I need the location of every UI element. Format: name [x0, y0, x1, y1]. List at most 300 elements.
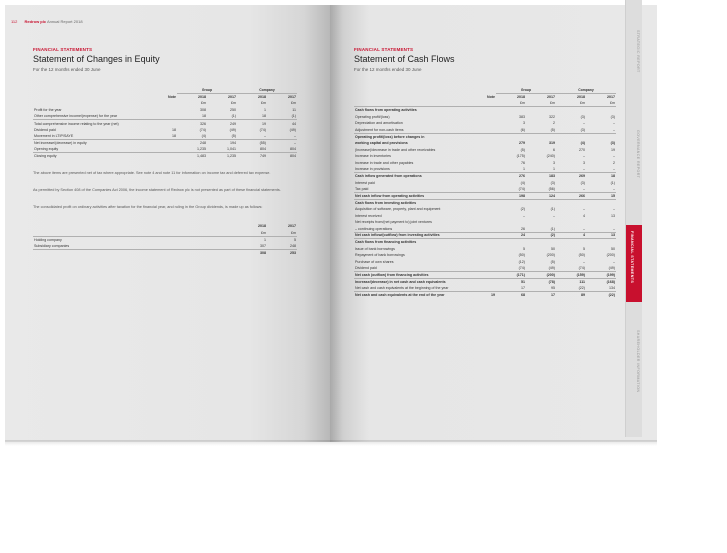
row-note	[477, 186, 496, 193]
note-column-header: Note	[168, 94, 176, 99]
row-value: (12)	[518, 259, 525, 264]
row-value: 51	[496, 278, 526, 285]
row-note	[158, 146, 177, 153]
row-value: (1)	[550, 226, 555, 231]
row-value: (74)	[518, 186, 525, 191]
row-label: Operating profit/(loss)	[355, 114, 390, 119]
row-note	[477, 212, 496, 219]
row-value: 276	[496, 173, 526, 180]
table-row	[354, 146, 616, 153]
row-value: 1,041	[227, 147, 236, 152]
unit-header: £m	[231, 101, 236, 106]
row-value: (240)	[546, 154, 555, 159]
unit-header: £m	[550, 101, 555, 106]
row-value: 1	[264, 108, 266, 113]
cash-flow-table-body	[354, 107, 616, 298]
row-note	[158, 113, 177, 120]
group-column-header: Group	[177, 87, 237, 94]
table-row	[354, 219, 616, 226]
row-value: (74)	[199, 127, 206, 132]
row-value: 89	[556, 291, 586, 298]
table-row	[354, 173, 616, 180]
row-value: –	[583, 186, 585, 191]
row-note	[477, 166, 496, 173]
table-row	[354, 107, 616, 114]
row-value: 3	[583, 160, 585, 165]
row-value: (3)	[550, 180, 555, 185]
table-row	[354, 127, 616, 134]
table-row	[354, 291, 616, 298]
row-note	[158, 140, 177, 147]
row-label: Net cash and cash equivalents at the beginning of the year	[355, 285, 449, 290]
row-label: Net receipts from/(net payment to) joint ventures	[355, 220, 432, 225]
row-value	[496, 133, 526, 140]
row-label: Dividend paid	[355, 266, 377, 271]
tab-financial-statements-label: FINANCIAL STATEMENTS	[630, 231, 634, 284]
company-name: Redrow plc	[24, 19, 47, 24]
row-value: –	[264, 134, 266, 139]
row-value: 1	[237, 236, 267, 243]
row-value: 1,483	[177, 153, 207, 160]
row-value: (200)	[546, 253, 555, 258]
table-row	[33, 133, 297, 140]
row-value: (74)	[259, 127, 266, 132]
note-paragraph-2: As permitted by Section 408 of the Companies Act 2006, the income statement of Redrow plc is not presented as part of these financial statements.	[33, 188, 281, 192]
table-row	[354, 252, 616, 259]
row-value	[586, 239, 616, 246]
row-note: 18	[172, 127, 176, 132]
row-note	[158, 153, 177, 160]
table-row	[354, 232, 616, 239]
row-value	[586, 199, 616, 206]
company-column-header: Company	[237, 87, 297, 94]
row-value: (49)	[548, 266, 555, 271]
row-note	[477, 107, 496, 114]
row-value: (2)	[520, 206, 525, 211]
row-value: –	[583, 121, 585, 126]
row-value: (22)	[578, 285, 585, 290]
table-row	[33, 236, 297, 243]
row-value: (200)	[526, 272, 556, 279]
row-value: 4	[556, 232, 586, 239]
table-row	[354, 166, 616, 173]
table-row	[354, 186, 616, 193]
row-value: 18	[586, 173, 616, 180]
row-value: 76	[521, 160, 525, 165]
row-value: (168)	[586, 278, 616, 285]
row-value: (22)	[586, 291, 616, 298]
profit-split-table	[33, 223, 297, 256]
unit-header: £m	[261, 230, 266, 235]
row-label: Opening equity	[34, 147, 59, 152]
row-label: Interest paid	[355, 180, 375, 185]
row-value: (159)	[556, 272, 586, 279]
row-value: (74)	[518, 266, 525, 271]
row-value: (1)	[291, 114, 296, 119]
note-paragraph-1: The above items are presented net of tax where appropriate. See note 4 and note 11 for information on income tax and deferred tax expense.	[33, 171, 271, 175]
row-label: Operating profit/(loss) before changes in	[354, 133, 477, 140]
row-value: 1	[553, 167, 555, 172]
row-label: Issue of bank borrowings	[355, 246, 395, 251]
row-value: 270	[579, 147, 585, 152]
row-label: Increase in provisions	[355, 167, 390, 172]
unit-header: £m	[201, 101, 206, 106]
row-value: 322	[549, 114, 555, 119]
row-label: Profit for the year	[34, 108, 62, 113]
row-value: 3	[553, 160, 555, 165]
unit-header: £m	[520, 101, 525, 106]
row-value: 124	[526, 193, 556, 200]
row-value: (1)	[550, 206, 555, 211]
row-value: (1)	[610, 180, 615, 185]
row-value: 804	[260, 147, 266, 152]
row-value: (5)	[550, 127, 555, 132]
row-value: (5)	[231, 134, 236, 139]
row-value: 326	[177, 120, 207, 127]
row-note: 19	[477, 291, 496, 298]
row-value: 4	[583, 213, 585, 218]
row-note	[477, 160, 496, 167]
row-value: –	[523, 213, 525, 218]
table-row	[33, 120, 297, 127]
row-value: 13	[611, 213, 615, 218]
row-note	[477, 199, 496, 206]
row-label: Net cash and cash equivalents at the end of the year	[354, 291, 477, 298]
row-value: (50)	[578, 253, 585, 258]
table-row	[354, 258, 616, 265]
year-header: 2018	[258, 224, 266, 229]
row-value	[586, 133, 616, 140]
row-note	[477, 179, 496, 186]
row-note	[477, 206, 496, 213]
tab-financial-statements[interactable]	[626, 225, 642, 302]
row-value: (6)	[520, 127, 525, 132]
row-value: 183	[526, 173, 556, 180]
row-note	[477, 232, 496, 239]
row-value: 269	[556, 173, 586, 180]
row-label: Holding company	[33, 236, 237, 243]
row-label: – continuing operations	[355, 226, 393, 231]
left-page-number: 112	[11, 19, 18, 24]
table-row	[33, 127, 297, 134]
row-value: (4)	[580, 141, 585, 146]
unit-header: £m	[580, 101, 585, 106]
row-value: 17	[526, 291, 556, 298]
row-label: working capital and provisions	[355, 141, 408, 146]
left-page-title: Statement of Changes in Equity	[33, 54, 160, 64]
table-row	[33, 249, 297, 256]
row-note	[477, 225, 496, 232]
row-value: –	[294, 134, 296, 139]
row-value	[526, 107, 556, 114]
row-note	[477, 140, 496, 147]
row-value	[496, 239, 526, 246]
row-value: 18	[202, 114, 206, 119]
row-value: 1,235	[207, 153, 237, 160]
right-section-label: FINANCIAL STATEMENTS	[354, 47, 414, 52]
table-row	[354, 133, 616, 140]
row-value: (74)	[578, 266, 585, 271]
row-value	[496, 107, 526, 114]
row-value: 266	[556, 193, 586, 200]
row-value: –	[613, 206, 615, 211]
equity-table	[33, 87, 297, 160]
row-value: –	[583, 167, 585, 172]
table-row	[354, 272, 616, 279]
table-row	[354, 285, 616, 292]
row-value: 1,235	[197, 147, 206, 152]
row-value: (3)	[580, 114, 585, 119]
table-row	[354, 153, 616, 160]
table-row	[354, 113, 616, 120]
row-value: 19	[611, 147, 615, 152]
row-label: Net increase/(decrease) in equity	[33, 140, 158, 147]
right-page	[330, 5, 657, 442]
row-value: (3)	[580, 180, 585, 185]
row-value: 308	[237, 249, 267, 256]
table-row	[33, 146, 297, 153]
row-label: Adjustment for non-cash items	[355, 127, 404, 132]
row-label	[33, 249, 237, 256]
row-value: –	[583, 259, 585, 264]
row-value: (78)	[526, 278, 556, 285]
row-value: (200)	[606, 253, 615, 258]
year-header: 2018	[517, 95, 525, 100]
table-row	[354, 265, 616, 272]
row-value: (175)	[516, 154, 525, 159]
row-value: 50	[611, 246, 615, 251]
table-row	[354, 245, 616, 252]
year-header: 2018	[577, 95, 585, 100]
row-value: 194	[207, 140, 237, 147]
row-label: Cash flows from investing activities	[354, 199, 477, 206]
tab-governance-report[interactable]: GOVERNANCE REPORT	[636, 130, 640, 179]
row-value: 15	[586, 193, 616, 200]
row-value: 44	[267, 120, 297, 127]
unit-header: £m	[261, 101, 266, 106]
row-value: (199)	[586, 272, 616, 279]
right-page-subtitle: For the 12 months ended 30 June	[354, 67, 422, 72]
row-note	[158, 120, 177, 127]
left-page-subtitle: For the 12 months ended 30 June	[33, 67, 101, 72]
row-note	[477, 127, 496, 134]
year-header: 2017	[228, 95, 236, 100]
row-note	[477, 278, 496, 285]
row-note	[477, 258, 496, 265]
row-value	[556, 199, 586, 206]
note-paragraph-3: The consolidated profit on ordinary activities after taxation for the financial year, and ruling in the Group dividends, is made up as follows:	[33, 205, 263, 209]
row-label: Other comprehensive income/(expense) for the year	[34, 114, 118, 119]
table-row	[354, 239, 616, 246]
row-value: 308	[200, 108, 206, 113]
row-note	[477, 245, 496, 252]
row-value: –	[613, 167, 615, 172]
row-label: Net cash inflow/(outflow) from investing activities	[354, 232, 477, 239]
table-row	[33, 243, 297, 250]
row-value	[556, 107, 586, 114]
year-header: 2017	[547, 95, 555, 100]
table-row	[354, 199, 616, 206]
row-value: 17	[521, 285, 525, 290]
row-label: Interest received	[355, 213, 382, 218]
row-value: (4)	[201, 134, 206, 139]
row-value	[496, 219, 526, 226]
table-row	[33, 153, 297, 160]
row-value: (4)	[520, 180, 525, 185]
cash-flow-table	[354, 87, 616, 298]
row-value: (50)	[518, 253, 525, 258]
report-name: Annual Report 2018	[46, 19, 83, 24]
row-value: –	[613, 154, 615, 159]
row-note	[477, 285, 496, 292]
row-value	[526, 133, 556, 140]
row-value: 250	[230, 108, 236, 113]
row-label: Increase in inventories	[355, 154, 391, 159]
row-value: –	[613, 226, 615, 231]
row-label: Purchase of own shares	[355, 259, 394, 264]
table-row	[33, 140, 297, 147]
row-value: 95	[551, 285, 555, 290]
row-note	[477, 113, 496, 120]
year-header: 2017	[607, 95, 615, 100]
row-value: 19	[237, 120, 267, 127]
row-value: 248	[290, 243, 296, 248]
row-value: (3)	[610, 141, 615, 146]
left-section-label: FINANCIAL STATEMENTS	[33, 47, 93, 52]
table-row	[33, 107, 297, 114]
row-value: 198	[496, 193, 526, 200]
row-value	[526, 199, 556, 206]
row-value	[586, 219, 616, 226]
table-row	[354, 225, 616, 232]
row-value: 5	[523, 246, 525, 251]
note-column-header: Note	[487, 94, 495, 99]
table-row	[354, 278, 616, 285]
row-note	[477, 146, 496, 153]
row-value	[526, 239, 556, 246]
row-value: 307	[260, 243, 266, 248]
profit-split-body	[33, 236, 297, 256]
row-label: Depreciation and amortisation	[355, 121, 403, 126]
row-value: 13	[586, 232, 616, 239]
row-note	[477, 265, 496, 272]
table-row	[354, 212, 616, 219]
row-value: 24	[496, 232, 526, 239]
row-value: 1	[523, 167, 525, 172]
row-value	[556, 219, 586, 226]
row-value: (3)	[580, 127, 585, 132]
row-value: (49)	[608, 266, 615, 271]
row-value: 5	[267, 236, 297, 243]
row-value	[526, 219, 556, 226]
group-column-header: Group	[496, 87, 556, 94]
row-value: –	[613, 259, 615, 264]
row-value: (49)	[229, 127, 236, 132]
row-value: 804	[290, 147, 296, 152]
row-label: Acquisition of software, property, plant and equipment	[355, 206, 441, 211]
row-label: Cash flows from operating activities	[354, 107, 477, 114]
table-row	[354, 120, 616, 127]
row-label: Increase in trade and other payables	[355, 160, 414, 165]
row-value: 6	[553, 147, 555, 152]
page-shadow	[5, 440, 657, 446]
table-row	[354, 193, 616, 200]
row-value: –	[553, 213, 555, 218]
row-note	[477, 120, 496, 127]
row-value: 68	[496, 291, 526, 298]
row-note	[158, 107, 177, 114]
table-row	[33, 113, 297, 120]
row-label: Cash inflow generated from operations	[354, 173, 477, 180]
row-value: 50	[551, 246, 555, 251]
row-value: 319	[549, 141, 555, 146]
table-row	[354, 179, 616, 186]
row-note	[477, 239, 496, 246]
row-value: (2)	[526, 232, 556, 239]
row-value: (49)	[289, 127, 296, 132]
row-value: –	[583, 226, 585, 231]
row-value: 111	[556, 278, 586, 285]
row-label: Increase/(decrease) in net cash and cash equivalents	[354, 278, 477, 285]
row-value: (5)	[550, 259, 555, 264]
row-value: 2	[613, 160, 615, 165]
year-header: 2018	[258, 95, 266, 100]
row-note	[477, 133, 496, 140]
row-value: –	[583, 206, 585, 211]
row-value: 5	[583, 246, 585, 251]
row-value: 3	[523, 121, 525, 126]
row-value: –	[613, 186, 615, 191]
unit-header: £m	[291, 101, 296, 106]
row-value	[586, 107, 616, 114]
unit-header: £m	[291, 230, 296, 235]
row-value	[496, 199, 526, 206]
row-value: (55)	[237, 140, 267, 147]
company-column-header: Company	[556, 87, 616, 94]
row-note	[477, 272, 496, 279]
row-value: 26	[521, 226, 525, 231]
row-value: 383	[519, 114, 525, 119]
row-label: Subsidiary companies	[34, 243, 70, 248]
row-value: –	[613, 121, 615, 126]
row-value: 279	[519, 141, 525, 146]
unit-header: £m	[610, 101, 615, 106]
tab-shareholder-information[interactable]: SHAREHOLDER INFORMATION	[636, 330, 640, 393]
row-value: 2	[553, 121, 555, 126]
row-label: Movement in LTIP/SAYE	[34, 134, 74, 139]
table-row	[354, 206, 616, 213]
tab-strategic-report[interactable]: STRATEGIC REPORT	[636, 30, 640, 73]
row-note: 18	[172, 134, 176, 139]
row-label: Dividend paid	[34, 127, 56, 132]
row-label: (Increase)/decrease in trade and other receivables	[355, 147, 436, 152]
row-note	[477, 219, 496, 226]
row-value: 249	[207, 120, 237, 127]
table-row	[354, 140, 616, 147]
row-label: Repayment of bank borrowings	[355, 253, 405, 258]
year-header: 2017	[288, 95, 296, 100]
row-value: (1)	[231, 114, 236, 119]
year-header: 2017	[288, 224, 296, 229]
row-value: –	[583, 154, 585, 159]
row-note	[477, 252, 496, 259]
row-label: Cash flows from financing activities	[354, 239, 477, 246]
row-label: Tax paid	[355, 186, 369, 191]
row-label: Net cash inflow from operating activities	[354, 193, 477, 200]
row-value	[556, 239, 586, 246]
row-note	[477, 173, 496, 180]
equity-table-body	[33, 107, 297, 160]
